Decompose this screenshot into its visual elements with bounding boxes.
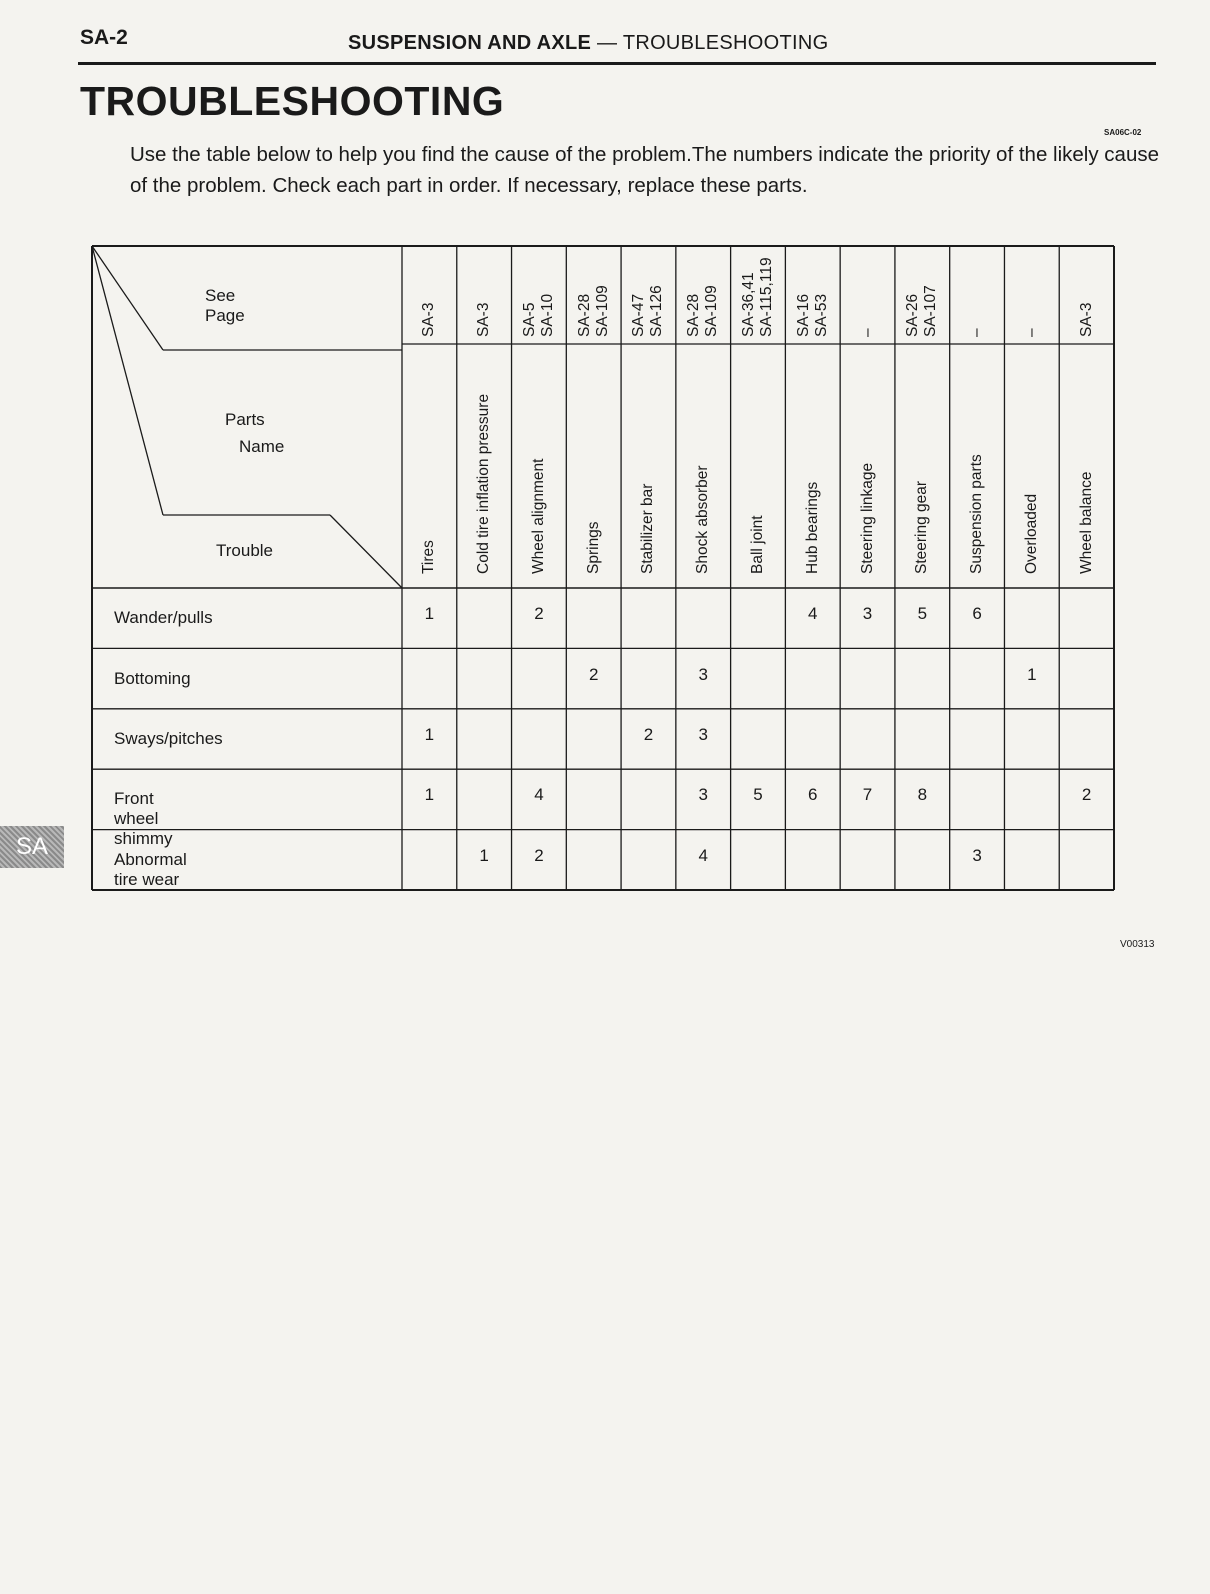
- see-page-ref: –: [858, 328, 876, 337]
- priority-number: 2: [534, 845, 544, 865]
- column-part-name: Tires: [420, 540, 438, 574]
- section-title: SUSPENSION AND AXLE: [348, 32, 592, 54]
- column-see-page: [630, 285, 666, 337]
- priority-number: 2: [588, 664, 599, 684]
- corner-name-label: Name: [239, 437, 285, 456]
- header-separator: —: [591, 32, 623, 54]
- column-part-name: Shock absorber: [694, 465, 712, 574]
- column-see-page: [420, 303, 438, 337]
- priority-number: 2: [534, 604, 544, 624]
- corner-diagonal: [92, 246, 163, 350]
- priority-number: 3: [698, 725, 708, 744]
- see-page-ref: SA-109: [703, 285, 721, 337]
- column-see-page: [795, 294, 831, 337]
- priority-number: 4: [698, 845, 708, 865]
- column-see-page: [740, 257, 776, 337]
- trouble-label: Sways/pitches: [114, 729, 223, 748]
- trouble-label: Wander/pulls: [114, 608, 213, 628]
- priority-number: 2: [643, 725, 654, 744]
- priority-number: 4: [534, 785, 544, 805]
- see-page-ref: –: [968, 328, 986, 337]
- corner-parts-label: Parts: [225, 410, 265, 429]
- column-see-page: [576, 285, 612, 337]
- priority-number: 6: [808, 785, 818, 805]
- priority-number: 3: [698, 785, 708, 805]
- trouble-label: Front wheel shimmy: [114, 789, 173, 849]
- column-see-page: [475, 303, 493, 337]
- page-number: SA-2: [80, 26, 128, 49]
- trouble-label: Abnormal tire wear: [114, 849, 187, 889]
- see-page-ref: SA-26: [904, 293, 922, 337]
- column-see-page: [904, 285, 940, 337]
- page-title: TROUBLESHOOTING: [80, 78, 505, 124]
- priority-number: 1: [479, 845, 489, 865]
- column-part-name: Springs: [584, 521, 602, 574]
- priority-number: 3: [698, 664, 708, 684]
- column-part-name: Ball joint: [749, 515, 766, 574]
- see-page-ref: –: [1022, 328, 1040, 337]
- priority-number: 1: [424, 725, 435, 744]
- subsection-title: TROUBLESHOOTING: [622, 32, 829, 54]
- figure-reference: V00313: [1120, 939, 1155, 950]
- priority-number: 3: [862, 604, 873, 624]
- corner-diagonal: [330, 515, 402, 588]
- column-part-name: Wheel balance: [1077, 471, 1095, 574]
- column-see-page: [521, 294, 557, 337]
- trouble-label: Bottoming: [114, 668, 191, 688]
- priority-number: 7: [862, 785, 873, 805]
- see-page-ref: SA-16: [794, 293, 812, 337]
- see-page-ref: SA-10: [538, 293, 556, 337]
- see-page-ref: SA-53: [812, 293, 830, 337]
- see-page-ref: SA-3: [475, 302, 493, 337]
- column-part-name: Steering linkage: [858, 462, 876, 574]
- see-page-ref: SA-126: [648, 285, 666, 337]
- priority-number: 2: [1081, 785, 1092, 805]
- column-see-page: [859, 328, 877, 337]
- priority-number: 1: [1027, 664, 1037, 684]
- document-code: SA06C-02: [1104, 128, 1142, 137]
- column-part-name: Stabilizer bar: [639, 483, 657, 574]
- column-see-page: [685, 285, 721, 337]
- corner-see-page-label: See Page: [205, 286, 245, 325]
- see-page-ref: SA-36,41: [740, 272, 757, 337]
- see-page-ref: SA-28: [575, 293, 593, 337]
- see-page-ref: SA-109: [593, 285, 611, 337]
- priority-number: 4: [808, 604, 818, 624]
- priority-number: 5: [753, 785, 763, 805]
- column-part-name: Hub bearings: [803, 481, 821, 574]
- corner-trouble-label: Trouble: [216, 541, 274, 560]
- intro-paragraph: Use the table below to help you find the cause of the problem.The numbers indicate the priority of the likely cause of the problem. Check each part in order. If necessary, replace these parts.: [130, 143, 1160, 197]
- corner-diagonal: [92, 246, 163, 515]
- priority-number: 3: [972, 845, 982, 865]
- see-page-ref: SA-3: [420, 302, 438, 337]
- see-page-ref: SA-3: [1077, 302, 1095, 337]
- priority-number: 1: [424, 604, 435, 624]
- see-page-ref: SA-47: [630, 293, 648, 337]
- see-page-ref: SA-5: [520, 302, 538, 337]
- priority-number: 1: [424, 785, 435, 805]
- column-see-page: [1023, 328, 1041, 337]
- column-part-name: Wheel alignment: [529, 458, 547, 574]
- column-part-name: Steering gear: [913, 480, 931, 574]
- column-see-page: [1078, 303, 1096, 337]
- column-part-name: Overloaded: [1022, 493, 1040, 574]
- section-tab: SA: [0, 826, 64, 868]
- see-page-ref: SA-115,119: [758, 257, 775, 337]
- see-page-ref: SA-28: [685, 293, 703, 337]
- see-page-ref: SA-107: [922, 285, 940, 337]
- column-see-page: [968, 328, 986, 337]
- column-part-name: Cold tire inflation pressure: [475, 393, 493, 574]
- priority-number: 8: [917, 785, 928, 805]
- priority-number: 6: [972, 604, 982, 624]
- priority-number: 5: [917, 604, 928, 624]
- column-part-name: Suspension parts: [968, 454, 986, 574]
